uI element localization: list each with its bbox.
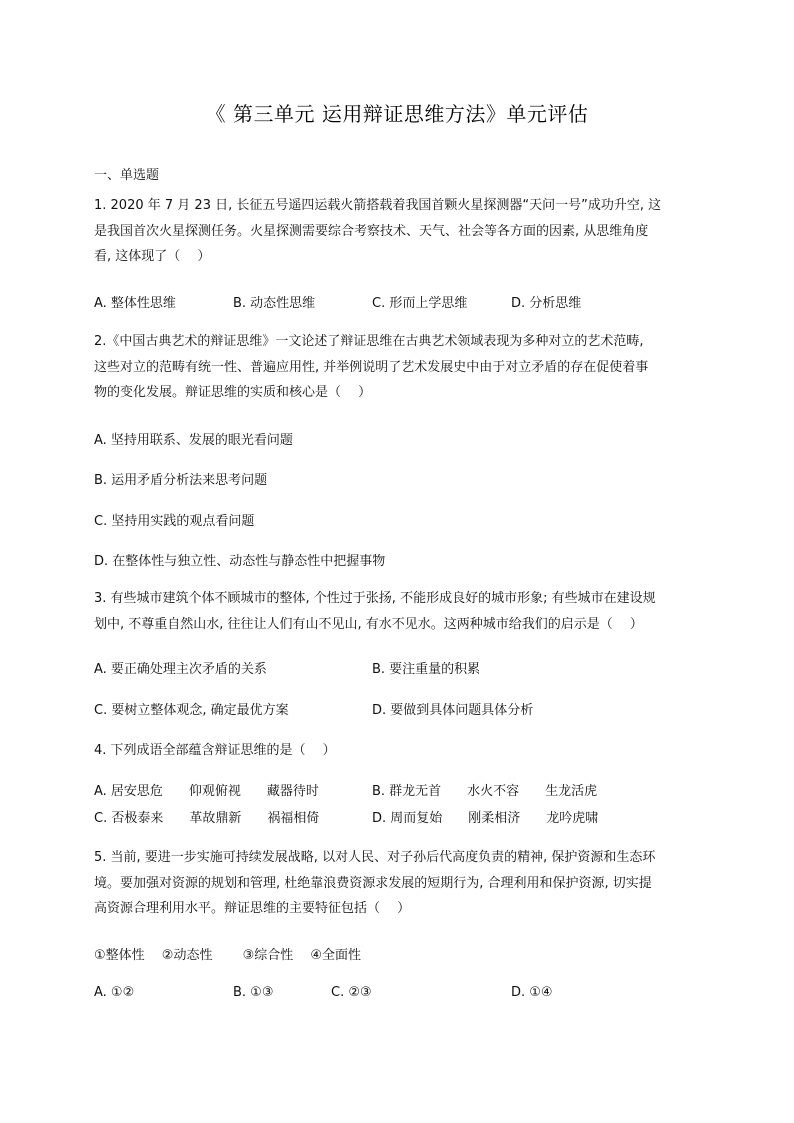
question-5-option-d: D. ①④ xyxy=(511,985,553,1000)
section-heading: 一、单选题 xyxy=(94,168,160,183)
question-1-line: 是我国首次火星探测任务。火星探测需要综合考察技术、天气、社会等各方面的因素, 从思维角度 xyxy=(94,223,649,239)
question-2-line: 物的变化发展。辩证思维的实质和核心是（ ） xyxy=(94,385,372,400)
question-1-line: 1. 2020 年 7 月 23 日, 长征五号遥四运载火箭搭载着我国首颗火星探测器“天问一号”成功升空, 这 xyxy=(94,198,662,213)
question-2-line: 这些对立的范畴有统一性、普遍应用性, 并举例说明了艺术发展史中由于对立矛盾的存在促使着事 xyxy=(94,359,649,375)
question-2-option-a: A. 坚持用联系、发展的眼光看问题 xyxy=(94,433,293,448)
question-4-option-b: B. 群龙无首 水火不容 生龙活虎 xyxy=(372,784,598,799)
question-3-line: 3. 有些城市建筑个体不顾城市的整体, 个性过于张扬, 不能形成良好的城市形象; 有些城市在建设规 xyxy=(94,591,656,606)
question-1-option-b: B. 动态性思维 xyxy=(233,296,316,311)
question-5-option-a: A. ①② xyxy=(94,985,135,1000)
question-1-stem xyxy=(94,193,704,270)
question-4-stem: 4. 下列成语全部蕴含辩证思维的是（ ） xyxy=(94,743,336,758)
question-5-items: ①整体性 ②动态性 ③综合性 ④全面性 xyxy=(94,948,362,963)
document-title: 《 第三单元 运用辩证思维方法》单元评估 xyxy=(205,102,589,126)
question-2-option-c: C. 坚持用实践的观点看问题 xyxy=(94,514,255,529)
question-3-line: 划中, 不尊重自然山水, 往往让人们有山不见山, 有水不见水。这两种城市给我们的启示是（ ） xyxy=(94,616,643,632)
question-5-line: 境。要加强对资源的规划和管理, 杜绝靠浪费资源求发展的短期行为, 合理利用和保护资源, 切实提 xyxy=(94,875,652,891)
question-5-line: 5. 当前, 要进一步实施可持续发展战略, 以对人民、对子孙后代高度负责的精神, 保护资源和生态环 xyxy=(94,850,656,865)
question-1-option-d: D. 分析思维 xyxy=(511,296,582,311)
question-3-stem xyxy=(94,586,704,637)
question-4-option-c: C. 否极泰来 革故鼎新 祸福相倚 xyxy=(94,811,320,826)
question-2-option-b: B. 运用矛盾分析法来思考问题 xyxy=(94,473,268,488)
question-4-option-d: D. 周而复始 刚柔相济 龙吟虎啸 xyxy=(372,811,599,826)
question-2-line: 2.《中国古典艺术的辩证思维》一文论述了辩证思维在古典艺术领域表现为多种对立的艺术范畴, xyxy=(94,334,644,349)
question-1-line: 看, 这体现了（ ） xyxy=(94,249,211,264)
question-3-option-d: D. 要做到具体问题具体分析 xyxy=(372,703,534,718)
question-4-option-a: A. 居安思危 仰观俯视 藏器待时 xyxy=(94,784,319,799)
question-3-option-b: B. 要注重量的积累 xyxy=(372,662,481,677)
question-5-stem xyxy=(94,845,704,922)
question-1-option-a: A. 整体性思维 xyxy=(94,296,176,311)
question-2-stem xyxy=(94,329,704,406)
question-3-option-a: A. 要正确处理主次矛盾的关系 xyxy=(94,662,267,677)
question-5-option-c: C. ②③ xyxy=(331,985,372,1000)
question-2-option-d: D. 在整体性与独立性、动态性与静态性中把握事物 xyxy=(94,554,386,569)
question-5-line: 高资源合理利用水平。辩证思维的主要特征包括（ ） xyxy=(94,901,411,916)
question-1-option-c: C. 形而上学思维 xyxy=(372,296,468,311)
question-3-option-c: C. 要树立整体观念, 确定最优方案 xyxy=(94,703,289,718)
question-5-option-b: B. ①③ xyxy=(233,985,274,1000)
